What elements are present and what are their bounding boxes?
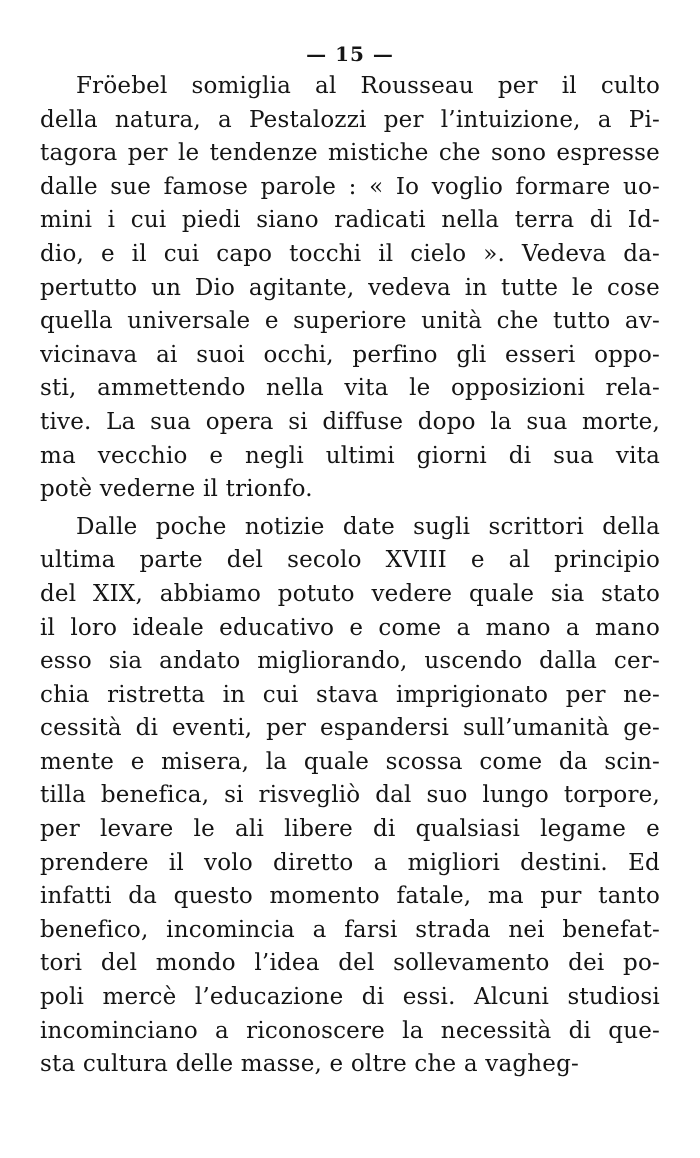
text-line: dio, e il cui capo tocchi il cielo ». Vedeva da- [40, 240, 660, 267]
text-line: dalle sue famose parole : « Io voglio formare uo- [40, 173, 660, 200]
text-line: vicinava ai suoi occhi, perfino gli esseri oppo- [40, 341, 660, 368]
text-line: sti, ammettendo nella vita le opposizioni rela- [40, 375, 660, 402]
text-line: infatti da questo momento fatale, ma pur tanto [40, 883, 660, 910]
text-line: mente e misera, la quale scossa come da scin- [40, 748, 660, 775]
paragraph-2 [40, 511, 660, 1082]
text-line: tagora per le tendenze mistiche che sono espresse [40, 140, 660, 167]
text-line: chia ristretta in cui stava imprigionato per ne- [40, 681, 660, 708]
text-line: quella universale e superiore unità che tutto av- [40, 308, 660, 335]
text-line: Fröebel somiglia al Rousseau per il culto [76, 73, 660, 99]
text-line: tilla benefica, si risvegliò dal suo lungo torpore, [40, 782, 660, 809]
text-line: benefico, incomincia a farsi strada nei benefat- [40, 916, 660, 943]
text-line: del XIX, abbiamo potuto vedere quale sia stato [40, 580, 660, 607]
text-line: cessità di eventi, per espandersi sull’umanità ge- [40, 715, 660, 742]
text-line: per levare le ali libere di qualsiasi legame e [40, 816, 660, 843]
text-line: potè vederne il trionfo. [40, 476, 313, 503]
text-line: ma vecchio e negli ultimi giorni di sua vita [40, 442, 660, 469]
text-line: sta cultura delle masse, e oltre che a vagheg- [40, 1051, 579, 1078]
text-line: tori del mondo l’idea del sollevamento dei po- [40, 950, 660, 977]
text-line: pertutto un Dio agitante, vedeva in tutte le cose [40, 274, 660, 301]
text-line: poli mercè l’educazione di essi. Alcuni studiosi [40, 984, 660, 1011]
text-line: incominciano a riconoscere la necessità di que- [40, 1017, 660, 1044]
text-line: esso sia andato migliorando, uscendo dalla cer- [40, 648, 660, 675]
text-line: della natura, a Pestalozzi per l’intuizione, a Pi- [40, 106, 660, 133]
body-text [40, 70, 660, 1082]
text-line: Dalle poche notizie date sugli scrittori della [76, 513, 660, 540]
text-line: prendere il volo diretto a migliori destini. Ed [40, 849, 660, 876]
text-line: ultima parte del secolo XVIII e al principio [40, 547, 660, 574]
text-line: mini i cui piedi siano radicati nella terra di Id- [40, 207, 660, 234]
paragraph-1 [40, 70, 660, 507]
text-line: il loro ideale educativo e come a mano a mano [40, 614, 660, 641]
text-line: tive. La sua opera si diffuse dopo la sua morte, [40, 408, 660, 435]
page-number: — 15 — [306, 42, 394, 66]
